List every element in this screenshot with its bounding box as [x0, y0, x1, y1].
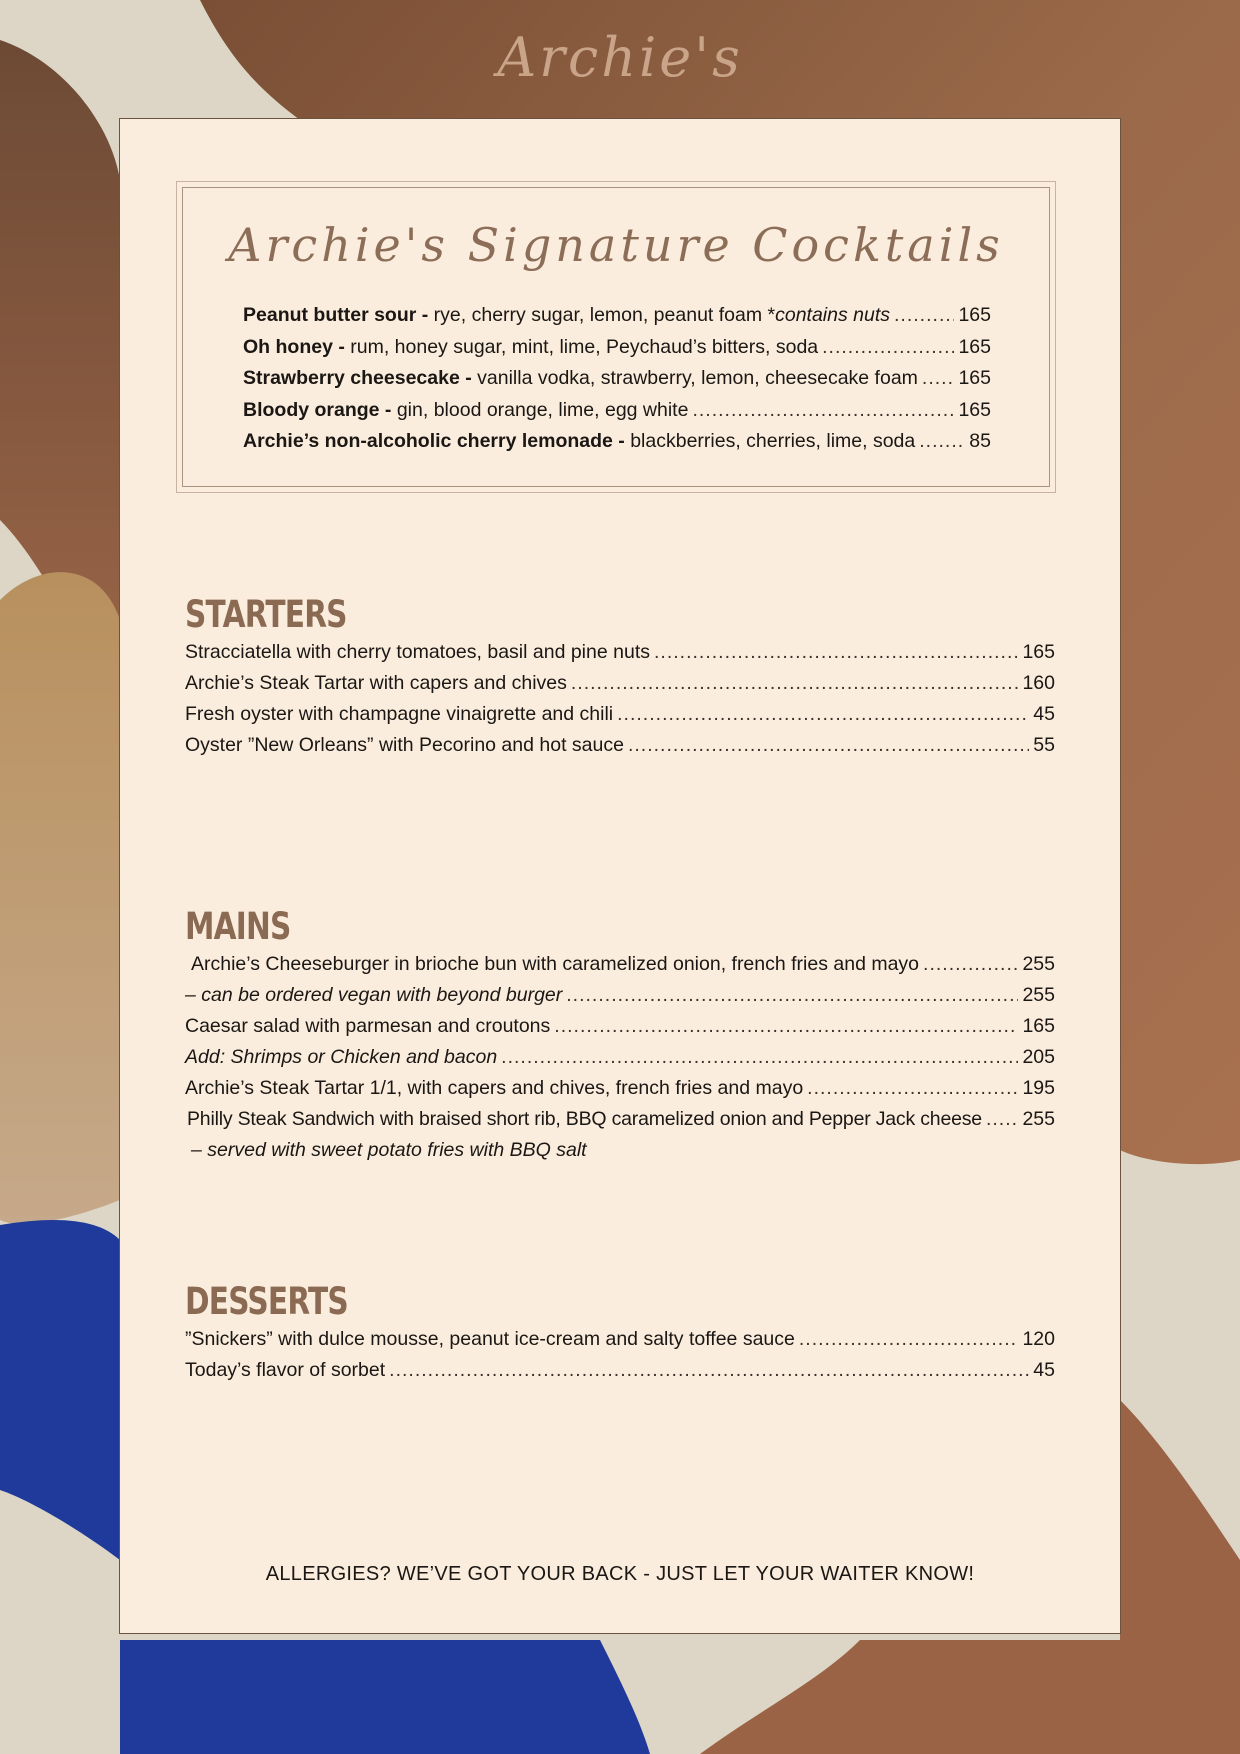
leader-dots [389, 1359, 1029, 1382]
leader-dots [571, 672, 1019, 695]
item-text: ”Snickers” with dulce mousse, peanut ice-cream and salty toffee sauce [185, 1328, 795, 1350]
item-text: – can be ordered vegan with beyond burger [185, 984, 563, 1006]
leader-dots [807, 1077, 1018, 1100]
item-note: contains nuts [775, 304, 891, 326]
cocktail-list [243, 304, 991, 462]
list-item [243, 336, 991, 368]
mains-heading: MAINS [185, 905, 291, 948]
item-text: Caesar salad with parmesan and croutons [185, 1015, 551, 1037]
item-price: 255 [1022, 953, 1055, 975]
item-text: Oyster ”New Orleans” with Pecorino and hot sauce [185, 734, 624, 756]
leader-dots [554, 1015, 1018, 1038]
item-text: Archie’s Cheeseburger in brioche bun with caramelized onion, french fries and mayo [191, 953, 920, 975]
item-price: 45 [1033, 703, 1055, 725]
list-item [185, 1077, 1055, 1108]
brand-logo: Archie's [497, 26, 743, 89]
list-item [243, 304, 991, 336]
list-item [243, 430, 991, 462]
list-item [243, 399, 991, 431]
leader-dots [922, 367, 955, 390]
item-text: Archie’s Steak Tartar with capers and chives [185, 672, 567, 694]
list-item [185, 1328, 1055, 1359]
leader-dots [894, 304, 954, 327]
item-text: Add: Shrimps or Chicken and bacon [185, 1046, 498, 1068]
item-text: Today’s flavor of sorbet [185, 1359, 386, 1381]
item-price: 195 [1022, 1077, 1055, 1099]
item-name: Bloody orange - [243, 398, 392, 421]
leader-dots [628, 734, 1029, 757]
mains-list [185, 953, 1055, 1170]
list-item [185, 703, 1055, 734]
item-description: rum, honey sugar, mint, lime, Peychaud’s bitters, soda [344, 335, 819, 358]
item-price: 160 [1022, 672, 1055, 694]
list-item [185, 1108, 1055, 1139]
desserts-list [185, 1328, 1055, 1390]
item-name: Strawberry cheesecake - [243, 367, 472, 389]
item-text: Archie’s Steak Tartar 1/1, with capers and chives, french fries and mayo [185, 1077, 804, 1099]
item-description: vanilla vodka, strawberry, lemon, cheesecake foam [471, 367, 918, 389]
cocktails-title: Archie's Signature Cocktails [228, 218, 1004, 272]
leader-dots [822, 336, 954, 359]
item-price: 165 [1022, 641, 1055, 663]
list-item [185, 641, 1055, 672]
list-item [185, 1046, 1055, 1077]
item-text: Philly Steak Sandwich with braised short rib, BBQ caramelized onion and Pepper Jack cheese [187, 1108, 982, 1130]
item-price: 165 [958, 367, 991, 389]
leader-dots [501, 1046, 1018, 1069]
item-description: gin, blood orange, lime, egg white [391, 398, 689, 421]
list-item [185, 734, 1055, 765]
list-item [185, 953, 1055, 984]
item-description: rye, cherry sugar, lemon, peanut foam * [428, 304, 776, 326]
starters-heading: STARTERS [185, 593, 347, 636]
item-text: – served with sweet potato fries with BBQ salt [191, 1139, 587, 1161]
menu-paper [119, 118, 1121, 1634]
item-name: Archie’s non-alcoholic cherry lemonade - [243, 430, 625, 452]
item-text: Stracciatella with cherry tomatoes, basil and pine nuts [185, 641, 650, 663]
leader-dots [617, 703, 1029, 726]
leader-dots [923, 953, 1018, 976]
item-price: 165 [958, 398, 991, 421]
leader-dots [986, 1108, 1019, 1131]
item-price: 165 [958, 335, 991, 358]
leader-dots [654, 641, 1018, 664]
list-item [185, 1015, 1055, 1046]
starters-list [185, 641, 1055, 765]
leader-dots [566, 984, 1018, 1007]
list-item [185, 1139, 1055, 1170]
item-price: 120 [1022, 1328, 1055, 1350]
allergy-notice: ALLERGIES? WE’VE GOT YOUR BACK - JUST LET YOUR WAITER KNOW! [265, 1563, 975, 1585]
leader-dots [692, 399, 954, 422]
list-item [185, 672, 1055, 703]
item-text: Fresh oyster with champagne vinaigrette and chili [185, 703, 614, 725]
item-description: blackberries, cherries, lime, soda [624, 430, 916, 452]
list-item [243, 367, 991, 399]
leader-dots [919, 430, 965, 453]
item-price: 205 [1022, 1046, 1055, 1068]
item-price: 255 [1022, 1108, 1055, 1130]
item-price: 165 [1022, 1015, 1055, 1037]
item-price: 85 [969, 430, 991, 452]
item-price: 55 [1033, 734, 1055, 756]
signature-cocktails-box [176, 181, 1056, 493]
desserts-heading: DESSERTS [185, 1280, 348, 1323]
item-price: 45 [1033, 1359, 1055, 1381]
list-item [185, 984, 1055, 1015]
item-name: Oh honey - [243, 335, 345, 358]
item-price: 255 [1022, 984, 1055, 1006]
item-name: Peanut butter sour - [243, 304, 429, 326]
leader-dots [799, 1328, 1019, 1351]
list-item [185, 1359, 1055, 1390]
item-price: 165 [958, 304, 991, 326]
